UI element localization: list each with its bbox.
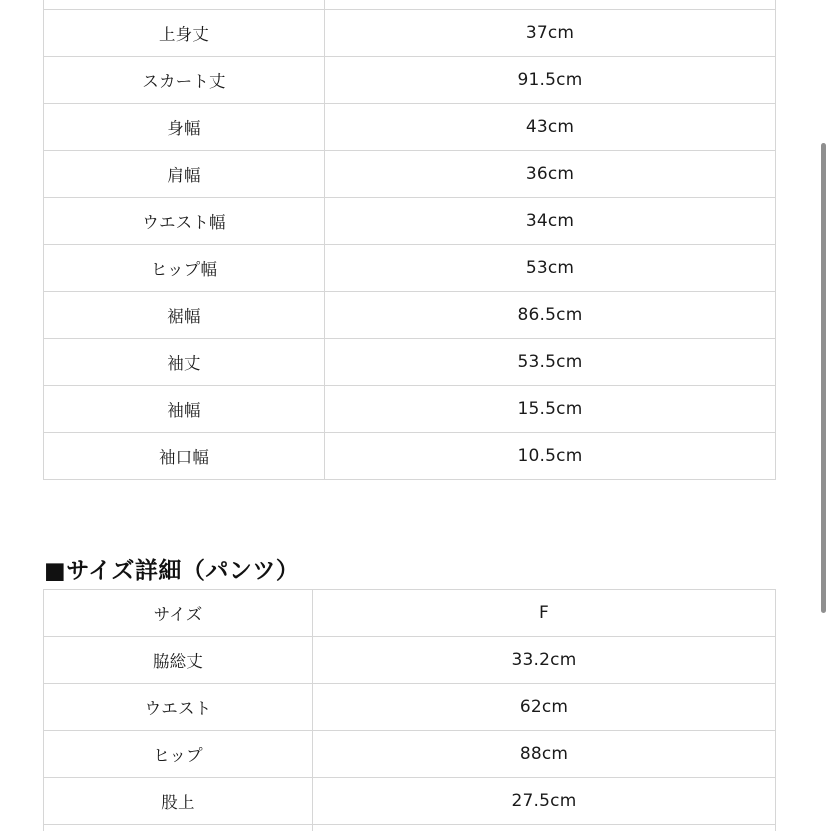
table-row [44, 245, 776, 292]
table-row [44, 778, 776, 825]
row-label: ウエスト幅 [44, 198, 325, 245]
table-row [44, 825, 776, 831]
row-value: 88cm [313, 731, 776, 778]
row-value: 34cm [325, 198, 776, 245]
row-value: 15.5cm [325, 386, 776, 433]
table-row [44, 151, 776, 198]
row-label: 肩幅 [44, 151, 325, 198]
table-row [44, 339, 776, 386]
row-label: スカート丈 [44, 57, 325, 104]
table-row [44, 386, 776, 433]
row-label: 袖口幅 [44, 433, 325, 480]
row-value: 43cm [325, 104, 776, 151]
row-label [44, 0, 325, 10]
table-row [44, 433, 776, 480]
row-value: 27.5cm [313, 778, 776, 825]
row-label [44, 825, 313, 831]
size-detail-table [43, 0, 776, 480]
row-label: ウエスト [44, 684, 313, 731]
row-value: 86.5cm [325, 292, 776, 339]
section-title-pants-size: ■サイズ詳細（パンツ） [44, 558, 300, 584]
row-label: 股上 [44, 778, 313, 825]
row-value: 36cm [325, 151, 776, 198]
row-label: 袖丈 [44, 339, 325, 386]
row-value: 91.5cm [325, 57, 776, 104]
row-value: 10.5cm [325, 433, 776, 480]
row-value [325, 0, 776, 10]
row-label: 身幅 [44, 104, 325, 151]
row-value: 37cm [325, 10, 776, 57]
row-value [313, 825, 776, 831]
table-row [44, 104, 776, 151]
row-label: 袖幅 [44, 386, 325, 433]
table-row [44, 590, 776, 637]
row-value: 53cm [325, 245, 776, 292]
table-row [44, 637, 776, 684]
table-row [44, 10, 776, 57]
table-row [44, 57, 776, 104]
row-label: 上身丈 [44, 10, 325, 57]
row-value: 33.2cm [313, 637, 776, 684]
row-label: 脇総丈 [44, 637, 313, 684]
row-value: 53.5cm [325, 339, 776, 386]
row-value: 62cm [313, 684, 776, 731]
row-label: サイズ [44, 590, 313, 637]
vertical-scrollbar[interactable] [821, 143, 826, 613]
table-row [44, 198, 776, 245]
table-row [44, 292, 776, 339]
row-label: ヒップ幅 [44, 245, 325, 292]
pants-size-table [43, 589, 776, 831]
table-row [44, 0, 776, 10]
table-row [44, 731, 776, 778]
row-label: ヒップ [44, 731, 313, 778]
table-row [44, 684, 776, 731]
row-value: F [313, 590, 776, 637]
row-label: 裾幅 [44, 292, 325, 339]
